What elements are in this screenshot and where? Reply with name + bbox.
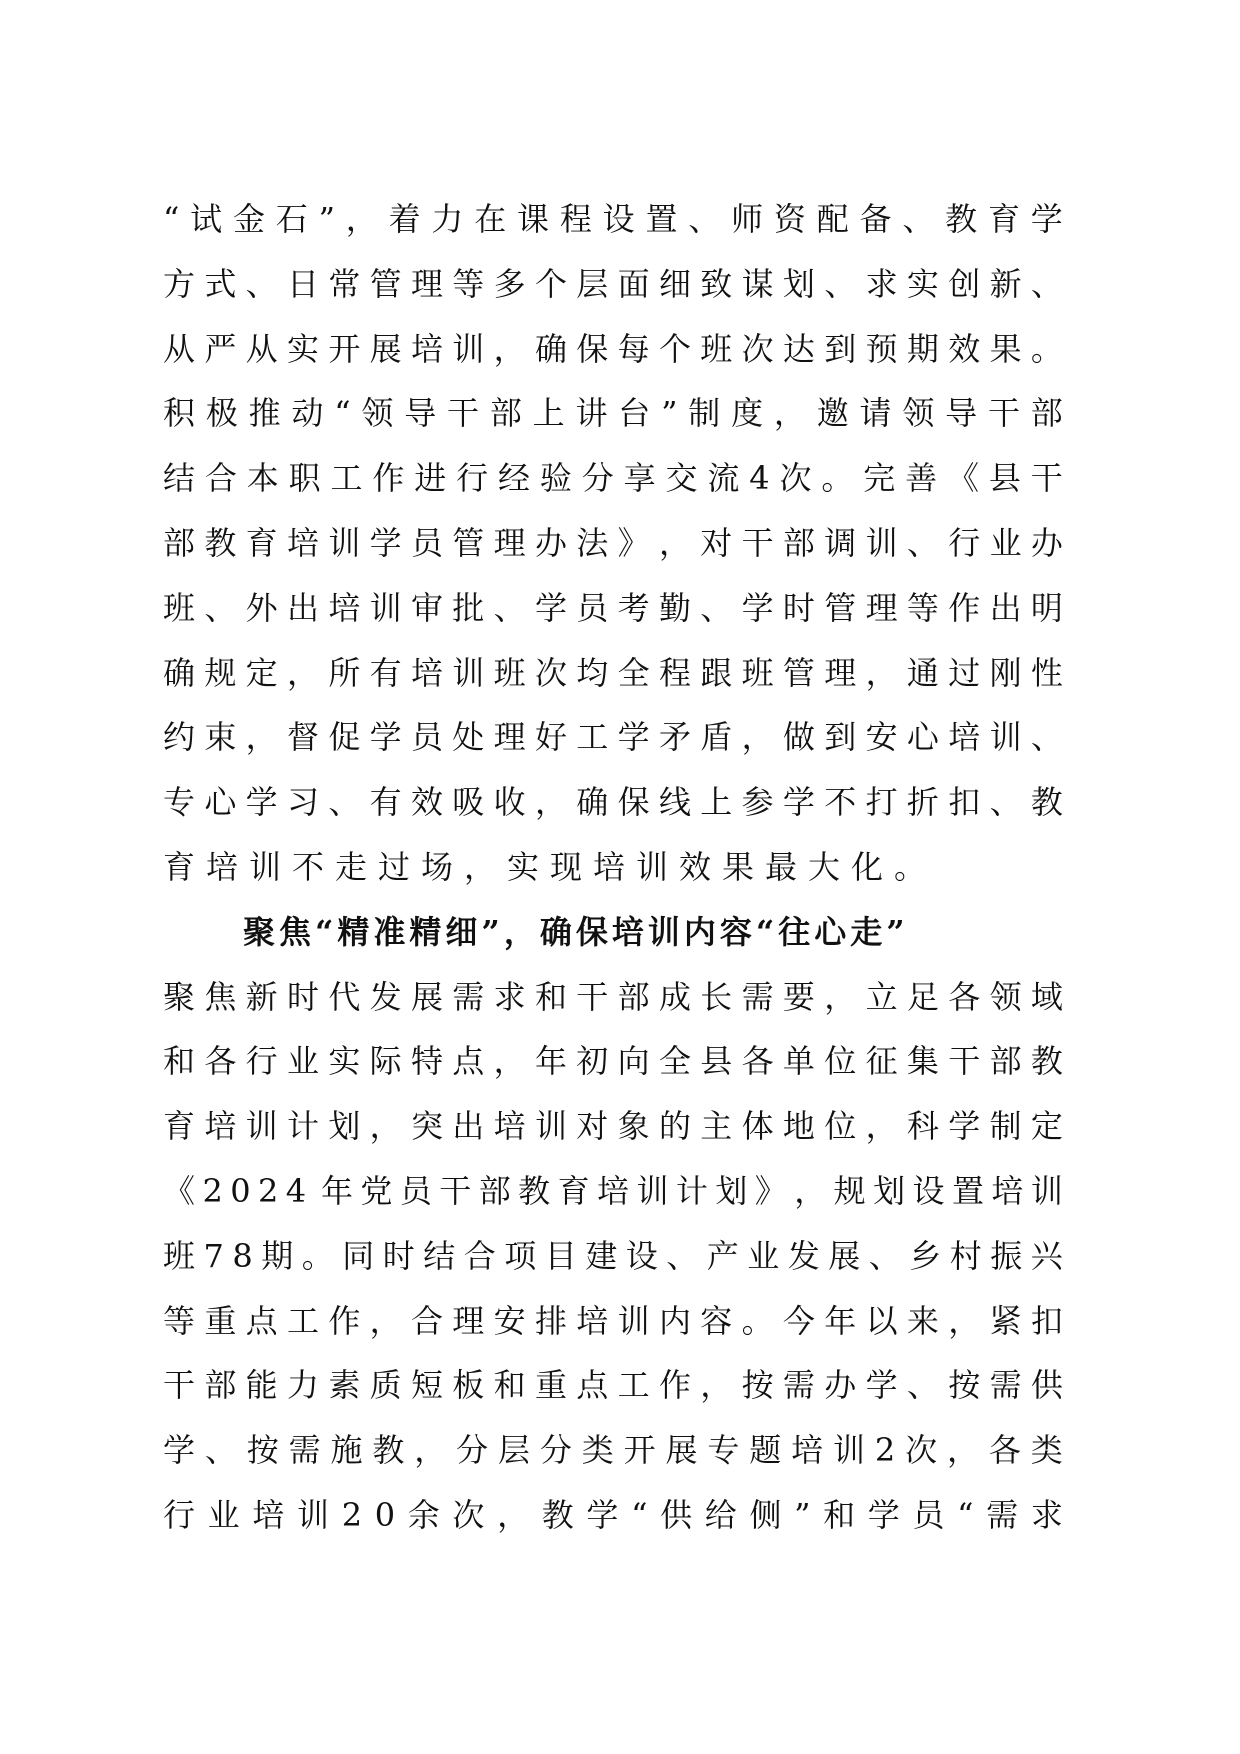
- paragraph-2-line: 学 、 按 需 施 教 ， 分 层 分 类 开 展 专 题 培 训 2 次 ， 各 类: [163, 1431, 1063, 1470]
- paragraph-1-line: “ 试 金 石 ” ， 着 力 在 课 程 设 置 、 师 资 配 备 、 教 育 学: [163, 200, 1063, 238]
- paragraph-2-line: 聚 焦 新 时 代 发 展 需 求 和 干 部 成 长 需 要 ， 立 足 各 领 域: [163, 977, 1063, 1016]
- paragraph-2-line: 班 7 8 期 。 同 时 结 合 项 目 建 设 、 产 业 发 展 、 乡 村 振 兴: [163, 1236, 1063, 1275]
- paragraph-1-line: 部 教 育 培 训 学 员 管 理 办 法 》 ， 对 干 部 调 训 、 行 业 办: [163, 523, 1063, 562]
- paragraph-2-line: 和 各 行 业 实 际 特 点 ， 年 初 向 全 县 各 单 位 征 集 干 部 教: [163, 1042, 1063, 1081]
- paragraph-1-line: 确 规 定 ， 所 有 培 训 班 次 均 全 程 跟 班 管 理 ， 通 过 刚 性: [163, 653, 1063, 692]
- paragraph-1-line: 约 束 ， 督 促 学 员 处 理 好 工 学 矛 盾 ， 做 到 安 心 培 训 、: [163, 718, 1063, 757]
- section-heading: 聚焦“精准精细”，确保培训内容“往心走”: [243, 912, 909, 951]
- paragraph-2-line: 干 部 能 力 素 质 短 板 和 重 点 工 作 ， 按 需 办 学 、 按 需 供: [163, 1366, 1063, 1405]
- document-body: [163, 187, 1063, 1548]
- paragraph-1-line: 班 、 外 出 培 训 审 批 、 学 员 考 勤 、 学 时 管 理 等 作 出 明: [163, 588, 1063, 627]
- paragraph-2-line: 行 业 培 训 2 0 余 次 ， 教 学 “ 供 给 侧 ” 和 学 员 “ 需 求: [163, 1495, 1063, 1534]
- paragraph-1-last-line: 育培训不走过场，实现培训效果最大化。: [163, 847, 938, 886]
- paragraph-1-line: 从 严 从 实 开 展 培 训 ， 确 保 每 个 班 次 达 到 预 期 效 果 。: [163, 329, 1063, 368]
- paragraph-1-line: 方 式 、 日 常 管 理 等 多 个 层 面 细 致 谋 划 、 求 实 创 新 、: [163, 264, 1063, 303]
- paragraph-1-line: 专 心 学 习 、 有 效 吸 收 ， 确 保 线 上 参 学 不 打 折 扣 、 教: [163, 783, 1063, 822]
- paragraph-2-line: 育 培 训 计 划 ， 突 出 培 训 对 象 的 主 体 地 位 ， 科 学 制 定: [163, 1107, 1063, 1146]
- paragraph-2-line: 《 2 0 2 4 年 党 员 干 部 教 育 培 训 计 划 》 ， 规 划 设 置 培 训: [163, 1171, 1063, 1210]
- paragraph-2-line: 等 重 点 工 作 ， 合 理 安 排 培 训 内 容 。 今 年 以 来 ， 紧 扣: [163, 1301, 1063, 1340]
- paragraph-1-line: 积 极 推 动 “ 领 导 干 部 上 讲 台 ” 制 度 ， 邀 请 领 导 干 部: [163, 394, 1063, 433]
- paragraph-1-line: 结 合 本 职 工 作 进 行 经 验 分 享 交 流 4 次 。 完 善 《 县 干: [163, 459, 1063, 498]
